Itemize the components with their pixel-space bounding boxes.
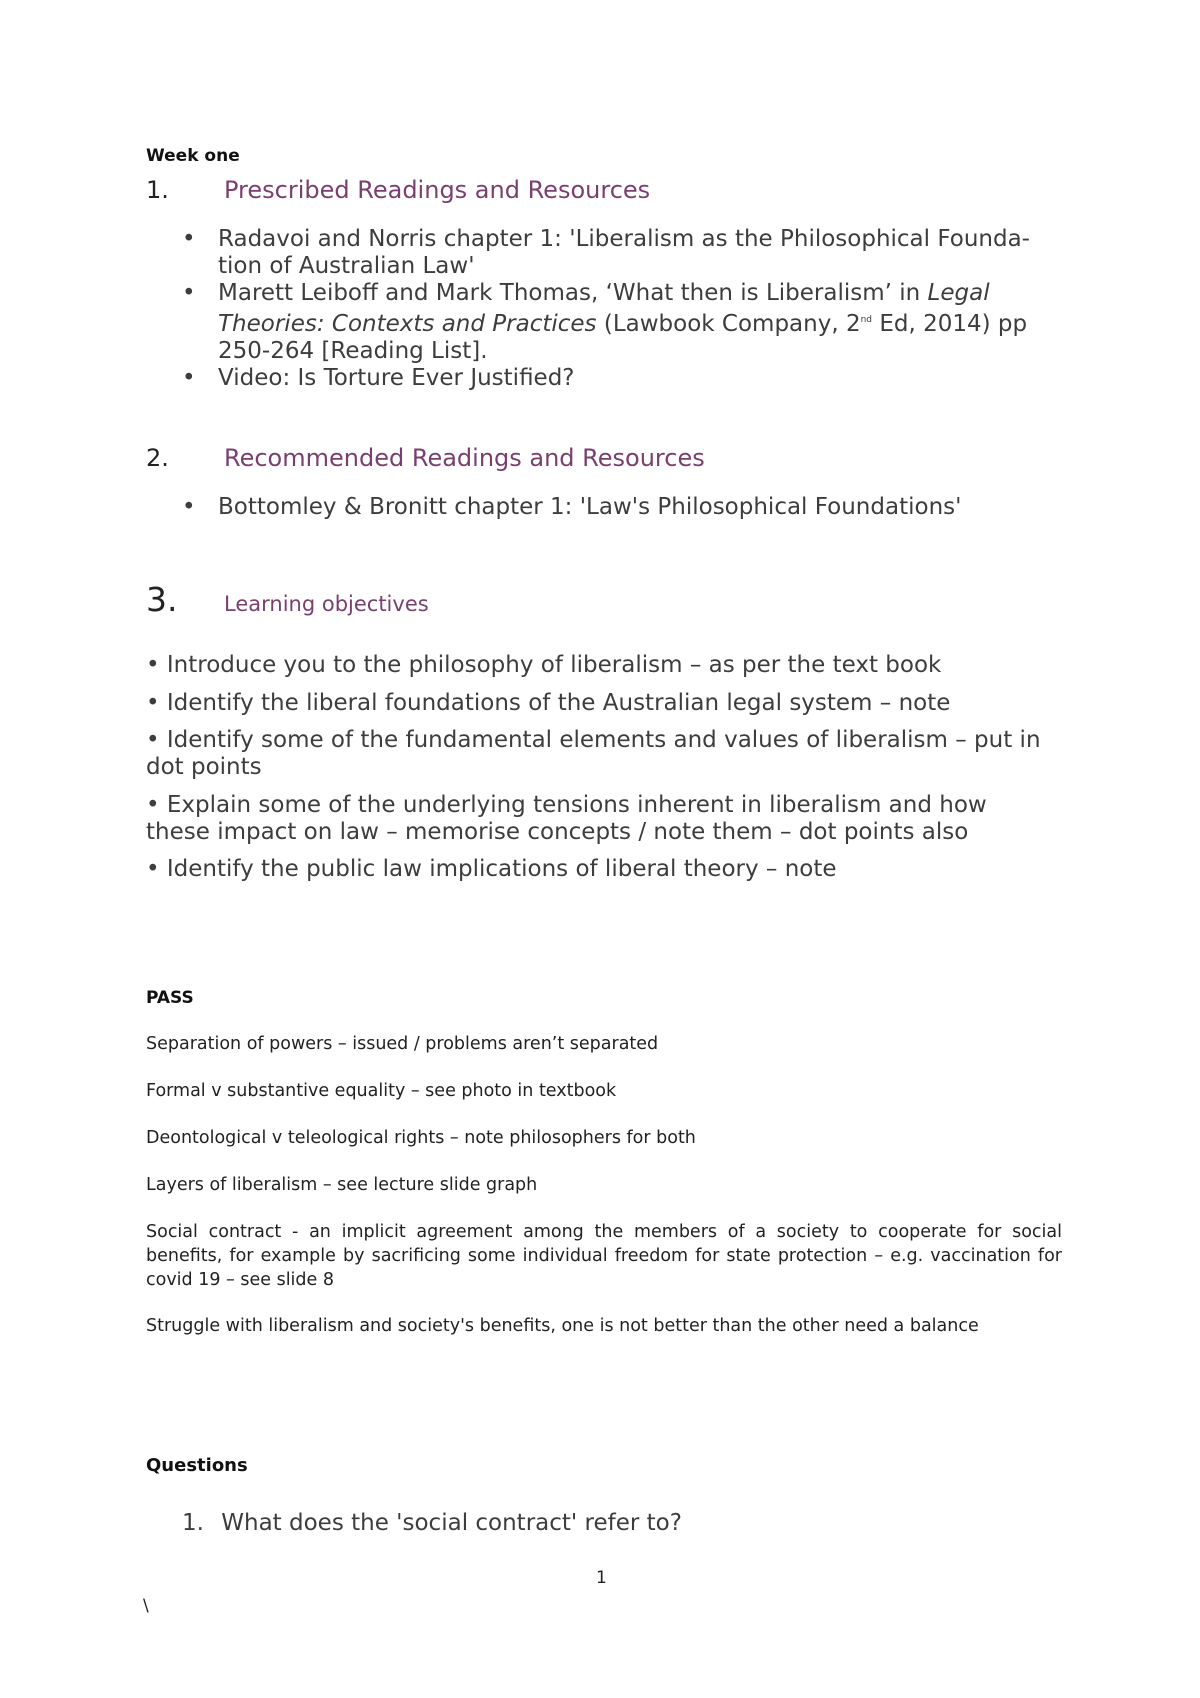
reading-2-line3: 250-264 [Reading List]. (218, 338, 488, 364)
objective-1-line1: • Introduce you to the philosophy of liberalism – as per the text book (146, 652, 942, 678)
objective-3-line1: • Identify some of the fundamental elements and values of liberalism – put in (146, 727, 1041, 753)
reading-2-post2: Ed, 2014) pp (872, 311, 1028, 337)
reading-2-italic2: Theories: Contexts and Practices (218, 311, 597, 337)
bullet-icon: • (182, 280, 196, 306)
section3-number: 3. (146, 580, 178, 619)
section3-title: Learning objectives (224, 592, 429, 616)
objective-2-line1: • Identify the liberal foundations of the Australian legal system – note (146, 690, 951, 716)
objective-5-line1: • Identify the public law implications of liberal theory – note (146, 856, 837, 882)
list-item (146, 494, 1066, 521)
list-item (146, 280, 1066, 365)
section2-number: 2. (146, 444, 169, 472)
objective-2 (146, 690, 1066, 717)
bullet-icon: • (182, 226, 196, 252)
section2-title: Recommended Readings and Resources (224, 444, 705, 472)
recommended-reading-1: Bottomley & Bronitt chapter 1: 'Law's Philosophical Foundations' (218, 494, 962, 520)
pass-heading: PASS (146, 988, 194, 1008)
page-number: 1 (596, 1568, 607, 1588)
reading-2-post: (Lawbook Company, 2 (596, 311, 861, 337)
reading-1-line2: tion of Australian Law' (218, 253, 475, 279)
recommended-readings-list (146, 494, 1066, 521)
question-1 (182, 1510, 682, 1536)
objective-4 (146, 792, 1066, 846)
reading-2-sup: nd (860, 315, 873, 325)
questions-heading: Questions (146, 1455, 248, 1476)
pass-note-2: Formal v substantive equality – see photo in textbook (146, 1081, 617, 1101)
pass-note-6: Struggle with liberalism and society's benefits, one is not better than the other need a balance (146, 1316, 979, 1336)
prescribed-readings-list (146, 226, 1066, 392)
bullet-icon: • (182, 365, 196, 391)
pass-note-4: Layers of liberalism – see lecture slide graph (146, 1175, 538, 1195)
pass-note-3: Deontological v teleological rights – note philosophers for both (146, 1128, 696, 1148)
question-1-number: 1. (182, 1510, 204, 1536)
pass-note-5: Social contract - an implicit agreement among the members of a society to cooperate for social benefits, for example by sacrificing some individual freedom for state protection – e.g. vaccination for covid 19 – see slide 8 (146, 1222, 1062, 1290)
objective-5 (146, 856, 1066, 883)
objective-3-line2: dot points (146, 754, 262, 780)
reading-3-text: Video: Is Torture Ever Justified? (218, 365, 575, 391)
objective-1 (146, 652, 1066, 679)
reading-2-italic1: Legal (927, 280, 990, 306)
section1-title: Prescribed Readings and Resources (224, 176, 651, 204)
list-item (146, 365, 1066, 392)
list-item (146, 226, 1066, 280)
pass-note-1: Separation of powers – issued / problems aren’t separated (146, 1034, 659, 1054)
objective-4-line1: • Explain some of the underlying tensions inherent in liberalism and how (146, 792, 987, 818)
stray-mark: \ (143, 1596, 149, 1616)
reading-1-line1: Radavoi and Norris chapter 1: 'Liberalism as the Philosophical Founda- (218, 226, 1030, 252)
reading-2-pre: Marett Leiboff and Mark Thomas, ‘What then is Liberalism’ in (218, 280, 928, 306)
question-1-text: What does the 'social contract' refer to? (221, 1510, 682, 1536)
section1-number: 1. (146, 176, 169, 204)
week-title: Week one (146, 146, 240, 166)
objective-4-line2: these impact on law – memorise concepts / note them – dot points also (146, 819, 969, 845)
objective-3 (146, 727, 1066, 781)
bullet-icon: • (182, 494, 196, 520)
